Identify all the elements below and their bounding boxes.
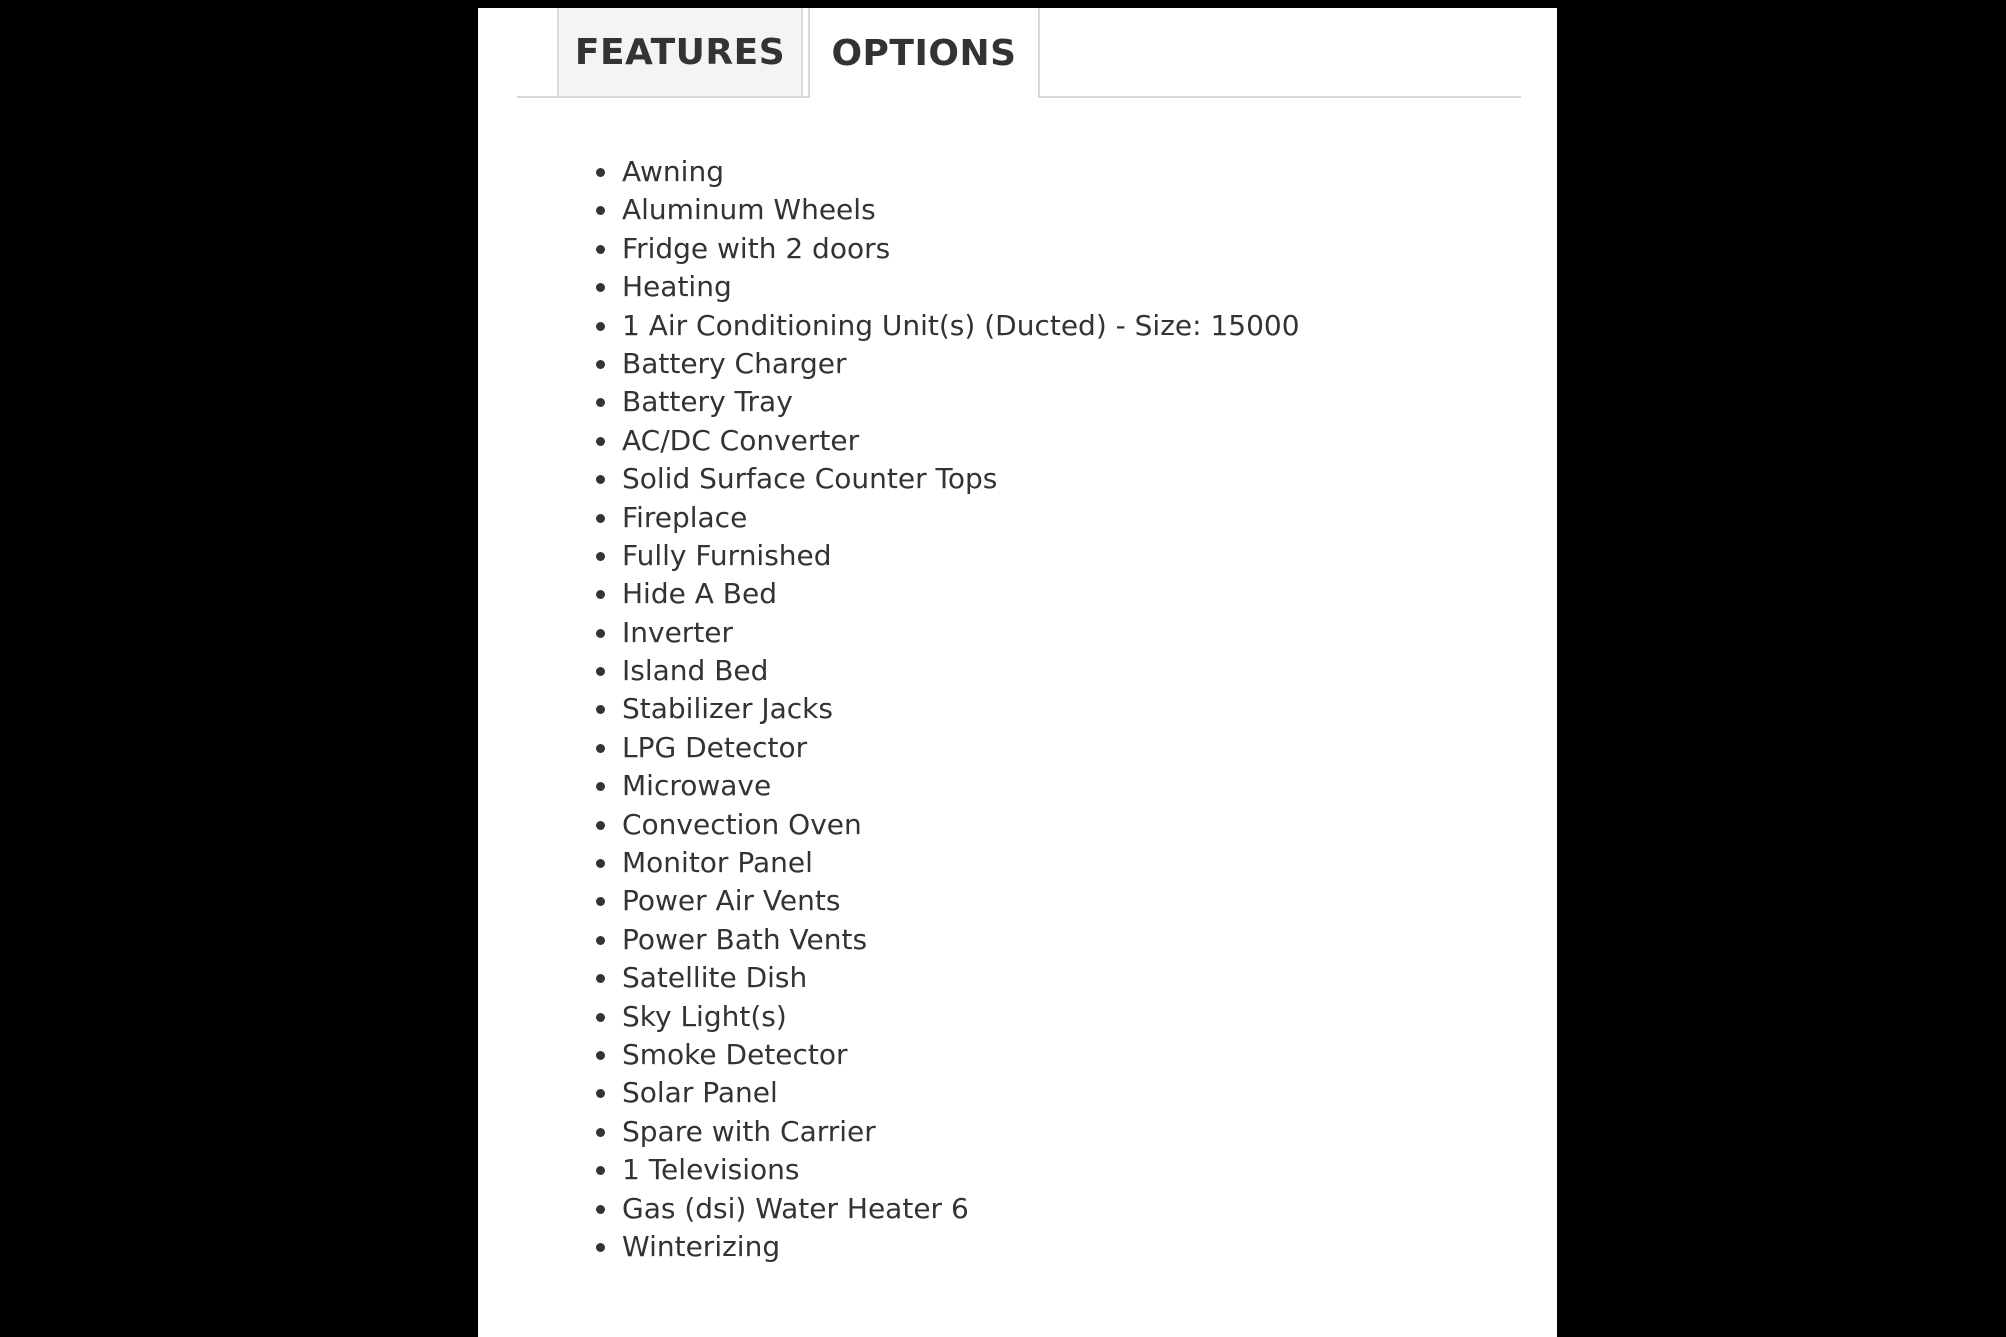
bullet-icon	[596, 168, 605, 177]
bullet-icon	[596, 629, 605, 638]
list-item	[478, 191, 1300, 229]
list-item	[478, 1113, 1300, 1151]
option-label: 1 Televisions	[622, 1153, 800, 1187]
bullet-icon	[596, 514, 605, 523]
bullet-icon	[596, 283, 605, 292]
option-label: Solid Surface Counter Tops	[622, 462, 998, 496]
list-item	[478, 307, 1300, 345]
bullet-icon	[596, 475, 605, 484]
bullet-icon	[596, 1205, 605, 1214]
bullet-icon	[596, 245, 605, 254]
bullet-icon	[596, 360, 605, 369]
option-label: Hide A Bed	[622, 577, 777, 611]
tab-features[interactable]: FEATURES	[557, 8, 803, 96]
list-item	[478, 1036, 1300, 1074]
list-item	[478, 844, 1300, 882]
bullet-icon	[596, 398, 605, 407]
bullet-icon	[596, 897, 605, 906]
bullet-icon	[596, 744, 605, 753]
list-item	[478, 1074, 1300, 1112]
list-item	[478, 652, 1300, 690]
list-item	[478, 921, 1300, 959]
options-list	[478, 153, 1300, 1266]
bullet-icon	[596, 1243, 605, 1252]
list-item	[478, 345, 1300, 383]
option-label: Solar Panel	[622, 1076, 778, 1110]
list-item	[478, 422, 1300, 460]
option-label: Gas (dsi) Water Heater 6	[622, 1191, 969, 1225]
list-item	[478, 268, 1300, 306]
bullet-icon	[596, 821, 605, 830]
option-label: Convection Oven	[622, 807, 862, 841]
option-label: Awning	[622, 155, 724, 188]
list-item	[478, 1190, 1300, 1228]
bullet-icon	[596, 1128, 605, 1137]
list-item	[478, 537, 1300, 575]
list-item	[478, 575, 1300, 613]
bullet-icon	[596, 1051, 605, 1060]
bullet-icon	[596, 590, 605, 599]
option-label: AC/DC Converter	[622, 423, 860, 457]
option-label: Smoke Detector	[622, 1037, 848, 1071]
tab-bar	[517, 8, 1521, 98]
list-item	[478, 614, 1300, 652]
bullet-icon	[596, 206, 605, 215]
list-item	[478, 806, 1300, 844]
option-label: Fridge with 2 doors	[622, 231, 891, 265]
option-label: Stabilizer Jacks	[622, 692, 833, 726]
option-label: Spare with Carrier	[622, 1114, 876, 1148]
option-label: Power Bath Vents	[622, 922, 868, 956]
list-item	[478, 729, 1300, 767]
bullet-icon	[596, 437, 605, 446]
list-item	[478, 998, 1300, 1036]
list-item	[478, 383, 1300, 421]
options-panel	[478, 8, 1557, 1337]
option-label: Microwave	[622, 769, 772, 803]
list-item	[478, 1228, 1300, 1266]
list-item	[478, 882, 1300, 920]
bullet-icon	[596, 705, 605, 714]
list-item	[478, 230, 1300, 268]
bullet-icon	[596, 974, 605, 983]
option-label: Inverter	[622, 615, 734, 649]
option-label: Heating	[622, 270, 732, 304]
option-label: Island Bed	[622, 654, 769, 688]
option-label: Sky Light(s)	[622, 999, 787, 1033]
option-label: Battery Tray	[622, 385, 793, 419]
bullet-icon	[596, 1089, 605, 1098]
option-label: Aluminum Wheels	[622, 193, 876, 227]
bullet-icon	[596, 859, 605, 868]
option-label: Monitor Panel	[622, 846, 813, 880]
bullet-icon	[596, 552, 605, 561]
option-label: Power Air Vents	[622, 884, 841, 918]
list-item	[478, 460, 1300, 498]
option-label: Battery Charger	[622, 346, 847, 380]
bullet-icon	[596, 322, 605, 331]
list-item	[478, 1151, 1300, 1189]
option-label: LPG Detector	[622, 730, 808, 764]
list-item	[478, 153, 1300, 191]
option-label: 1 Air Conditioning Unit(s) (Ducted) - Size: 15000	[622, 308, 1300, 342]
bullet-icon	[596, 667, 605, 676]
bullet-icon	[596, 1013, 605, 1022]
bullet-icon	[596, 782, 605, 791]
list-item	[478, 767, 1300, 805]
option-label: Fully Furnished	[622, 538, 832, 572]
bullet-icon	[596, 936, 605, 945]
option-label: Fireplace	[622, 500, 748, 534]
option-label: Winterizing	[622, 1229, 781, 1263]
tab-options[interactable]: OPTIONS	[808, 8, 1040, 98]
bullet-icon	[596, 1166, 605, 1175]
option-label: Satellite Dish	[622, 961, 808, 995]
list-item	[478, 690, 1300, 728]
list-item	[478, 959, 1300, 997]
list-item	[478, 499, 1300, 537]
